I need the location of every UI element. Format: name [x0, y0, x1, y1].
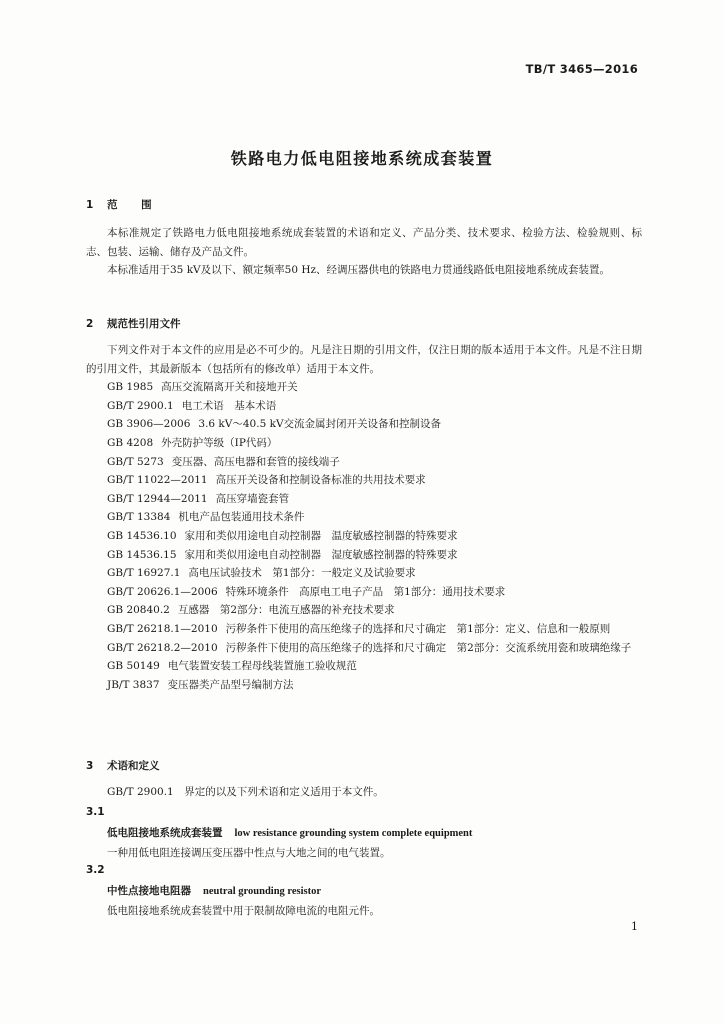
reference-code: JB/T 3837	[107, 678, 160, 691]
reference-item	[86, 583, 642, 602]
reference-title: 电工术语 基本术语	[181, 399, 277, 412]
reference-list	[86, 378, 642, 694]
reference-code: GB 4208	[107, 436, 154, 449]
reference-title: 高电压试验技术 第1部分：一般定义及试验要求	[188, 567, 416, 580]
reference-code: GB 3906—2006	[107, 418, 191, 431]
section-title: 范 围	[107, 199, 162, 211]
reference-code: GB 1985	[107, 381, 154, 394]
reference-title: 互感器 第2部分：电流互感器的补充技术要求	[177, 604, 395, 617]
term-english: neutral grounding resistor	[203, 886, 322, 897]
reference-code: GB/T 5273	[107, 455, 164, 468]
reference-title: 高压开关设备和控制设备标准的共用技术要求	[215, 474, 426, 487]
section-3-heading	[86, 758, 160, 773]
reference-code: GB 14536.10	[107, 529, 177, 542]
reference-item	[86, 397, 642, 416]
reference-code: GB/T 26218.2—2010	[107, 641, 218, 654]
reference-item	[86, 434, 642, 453]
term-3-1	[86, 824, 642, 862]
document-title: 铁路电力低电阻接地系统成套装置	[230, 149, 494, 168]
reference-item	[86, 620, 642, 639]
reference-code: GB/T 11022—2011	[107, 474, 208, 487]
reference-title: 3.6 kV～40.5 kV交流金属封闭开关设备和控制设备	[198, 418, 442, 431]
reference-item	[86, 639, 642, 658]
reference-title: 家用和类似用途电自动控制器 温度敏感控制器的特殊要求	[184, 529, 458, 542]
term-3-1-number: 3.1	[86, 806, 105, 818]
reference-item	[86, 601, 642, 620]
section-number: 2	[86, 318, 94, 330]
reference-title: 特殊环境条件 高原电工电子产品 第1部分：通用技术要求	[225, 585, 506, 598]
term-definition: 一种用低电阻连接调压变压器中性点与大地之间的电气装置。	[107, 846, 391, 859]
section-number: 3	[86, 760, 94, 772]
term-3-2	[86, 882, 642, 920]
paragraph: 本标准适用于35 kV及以下、额定频率50 Hz、经调压器供电的铁路电力贯通线路低电阻接地系统成套装置。	[107, 264, 611, 276]
reference-item	[86, 676, 642, 695]
reference-item	[86, 546, 642, 565]
reference-code: GB/T 26218.1—2010	[107, 622, 218, 635]
term-chinese: 中性点接地电阻器	[107, 885, 191, 897]
section-1-heading	[86, 197, 162, 212]
reference-code: GB 20840.2	[107, 604, 170, 617]
term-3-2-number: 3.2	[86, 864, 105, 876]
reference-title: 高压交流隔离开关和接地开关	[161, 381, 298, 394]
reference-title: 污秽条件下使用的高压绝缘子的选择和尺寸确定 第1部分：定义、信息和一般原则	[225, 622, 611, 635]
term-heading	[107, 824, 642, 844]
reference-code: GB/T 20626.1—2006	[107, 585, 218, 598]
paragraph: 下列文件对于本文件的应用是必不可少的。凡是注日期的引用文件，仅注日期的版本适用于本文件。凡是不注日期的引用文件，其最新版本（包括所有的修改单）适用于本文件。	[86, 344, 642, 375]
reference-title: 电气装置安装工程母线装置施工验收规范	[167, 660, 357, 673]
paragraph: GB/T 2900.1 界定的以及下列术语和定义适用于本文件。	[107, 786, 384, 798]
reference-item	[86, 657, 642, 676]
reference-title: 变压器类产品型号编制方法	[167, 678, 294, 691]
term-definition: 低电阻接地系统成套装置中用于限制故障电流的电阻元件。	[107, 904, 380, 917]
reference-item	[86, 564, 642, 583]
reference-code: GB 50149	[107, 660, 160, 673]
reference-code: GB/T 2900.1	[107, 399, 174, 412]
document-code: TB/T 3465—2016	[525, 62, 638, 76]
reference-title: 家用和类似用途电自动控制器 湿度敏感控制器的特殊要求	[184, 548, 458, 561]
reference-title: 变压器、高压电器和套管的接线端子	[171, 455, 340, 468]
reference-title: 外壳防护等级（IP代码）	[161, 436, 278, 449]
reference-code: GB/T 16927.1	[107, 567, 181, 580]
reference-title: 机电产品包装通用技术条件	[178, 511, 305, 524]
section-number: 1	[86, 199, 94, 211]
term-chinese: 低电阻接地系统成套装置	[107, 827, 223, 839]
section-2-heading	[86, 316, 181, 331]
section-2-body	[86, 341, 642, 694]
reference-title: 污秽条件下使用的高压绝缘子的选择和尺寸确定 第2部分：交流系统用瓷和玻璃绝缘子	[225, 641, 632, 654]
section-title: 规范性引用文件	[107, 318, 181, 330]
reference-item	[86, 508, 642, 527]
term-english: low resistance grounding system complete equipment	[234, 828, 473, 839]
section-title: 术语和定义	[107, 760, 160, 772]
reference-code: GB/T 12944—2011	[107, 492, 208, 505]
reference-code: GB 14536.15	[107, 548, 177, 561]
paragraph: 本标准规定了铁路电力低电阻接地系统成套装置的术语和定义、产品分类、技术要求、检验方法、检验规则、标志、包装、运输、储存及产品文件。	[86, 227, 642, 258]
reference-code: GB/T 13384	[107, 511, 171, 524]
reference-item	[86, 490, 642, 509]
reference-item	[86, 471, 642, 490]
reference-item	[86, 527, 642, 546]
term-heading	[107, 882, 642, 902]
page-number: 1	[631, 920, 638, 933]
section-1-body	[86, 224, 642, 280]
reference-item	[86, 415, 642, 434]
reference-item	[86, 378, 642, 397]
section-3-intro	[86, 783, 642, 802]
reference-item	[86, 453, 642, 472]
reference-title: 高压穿墙瓷套管	[215, 492, 290, 505]
